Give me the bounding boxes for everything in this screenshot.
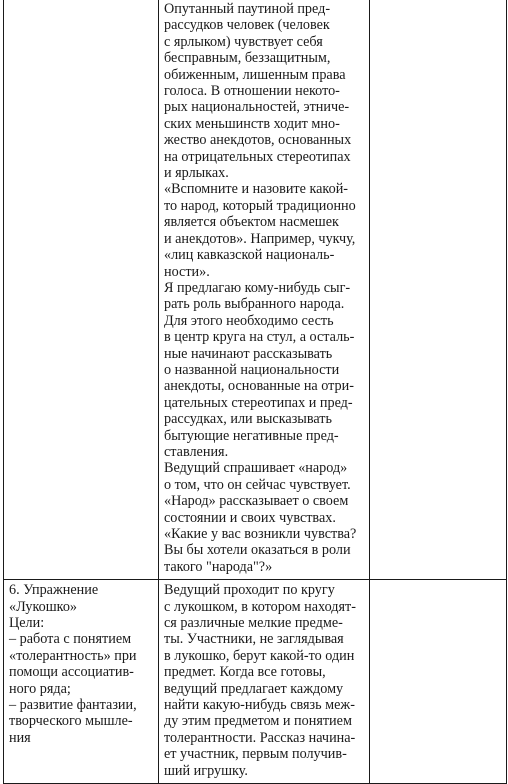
text-line: предмет. Когда все готовы, [164,664,326,681]
text-line: «Какие у вас возникли чувства? [164,526,357,542]
text-line: в лукошко, берут какой-то один [164,647,355,664]
text-line: ду этим предметом и понятием [164,713,352,730]
text-line: ставления. [164,443,229,460]
stage-cell [4,580,159,784]
notes-cell [370,580,507,784]
text-line: Ведущий проходит по кругу [164,582,335,599]
text-line: анекдоты, основанные на отри- [164,378,354,395]
text-line: рать роль выбранного народа. [164,296,345,313]
text-line: ты. Участники, не заглядывая [164,631,344,648]
text-line: творческого мышле- [9,713,133,730]
text-line: «Народ» рассказывает о своем [164,493,349,510]
text-line: рых национальностей, этниче- [164,99,350,116]
content-text [159,0,369,579]
text-line: в центр круга на стул, а осталь- [164,329,355,346]
text-line: бесправным, беззащитным, [164,50,331,67]
text-line: помощи ассоциатив- [9,664,134,681]
text-line: толерантности. Рассказ начина- [164,729,356,746]
text-line: голоса. В отношении некото- [164,83,340,100]
text-line: и анекдотов». Например, чукчу, [164,230,356,247]
text-line: Я предлагаю кому-нибудь сыг- [164,279,351,296]
text-line: найти какую-нибудь связь меж- [164,697,355,714]
text-line: – развитие фантазии, [9,697,137,714]
text-line: ет участник, первым получив- [164,746,347,763]
text-line: такого "народа"?» [164,558,273,575]
stage-cell [4,0,159,580]
text-line: «Вспомните и назовите какой- [164,181,349,198]
text-line: ся различные мелкие предме- [164,615,343,632]
text-line: Опутанный паутиной пред- [164,1,331,17]
content-cell [159,0,370,580]
text-line: рассудков человек (человек [164,17,330,34]
text-line: ности». [164,263,210,280]
table-row [4,580,507,784]
text-line: с лукошком, в котором находят- [164,598,356,615]
text-line: рассудках, или высказывать [164,411,332,428]
notes-text [370,580,506,586]
text-line: с ярлыком) чувствует себя [164,33,323,50]
text-line: «Лукошко» [9,598,78,615]
content-text [159,580,369,783]
stage-text [4,580,158,750]
lesson-plan-table [3,0,507,784]
text-line: – работа с понятием [9,631,132,648]
text-line: 6. Упражнение [9,582,99,599]
content-cell [159,580,370,784]
text-line: цательных стереотипах и пред- [164,394,353,411]
notes-text [370,0,506,5]
text-line: состоянии и своих чувствах. [164,509,336,526]
notes-cell [370,0,507,580]
text-line: ные начинают рассказывать [164,345,333,362]
text-line: на отрицательных стереотипах [164,148,351,165]
text-line: о том, что он сейчас чувствует. [164,476,351,493]
text-line: ший игрушку. [164,762,248,779]
text-line: ного ряда; [9,680,71,697]
text-line: бытующие негативные пред- [164,427,339,444]
text-line: Вы бы хотели оказаться в роли [164,542,351,559]
text-line: и ярлыках. [164,165,229,182]
text-line: является объектом насмешек [164,214,339,231]
text-line: ведущий предлагает каждому [164,680,344,697]
text-line: Для этого необходимо сесть [164,312,334,329]
stage-text [4,0,158,5]
text-line: Ведущий спрашивает «народ» [164,460,348,477]
text-line: ния [9,729,31,746]
text-line: «лиц кавказской националь- [164,247,335,264]
text-line: то народ, который традиционно [164,197,356,214]
text-line: жество анекдотов, основанных [164,132,352,149]
text-line: Цели: [9,615,45,632]
text-line: ских меньшинств ходит мно- [164,115,340,132]
text-line: обиженным, лишенным права [164,66,346,83]
text-line: о названной национальности [164,361,340,378]
table-row [4,0,507,580]
text-line: «толерантность» при [9,647,137,664]
